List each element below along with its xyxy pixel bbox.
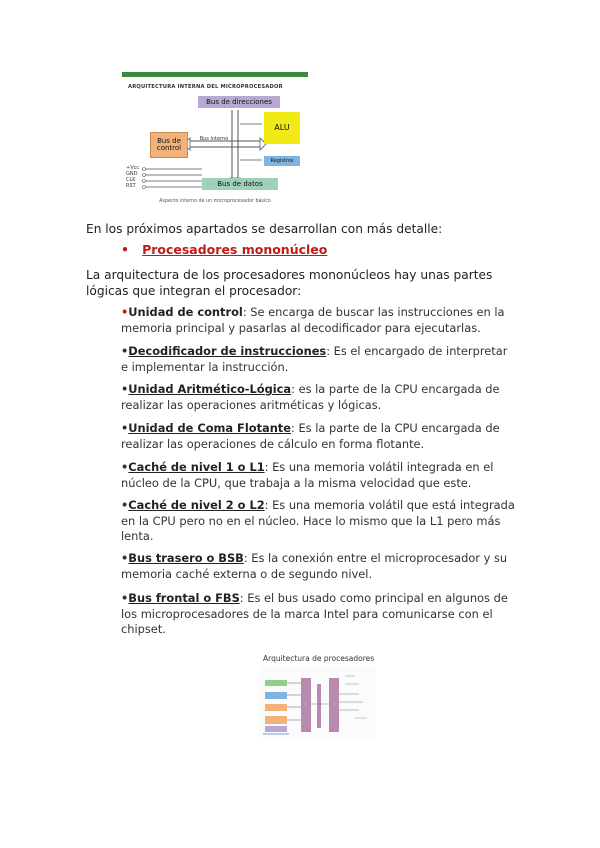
bullet: • <box>121 460 129 474</box>
bus-direcciones-box: Bus de direcciones <box>198 96 280 108</box>
term: Bus trasero o BSB <box>128 551 244 565</box>
figure-title: ARQUITECTURA INTERNA DEL MICROPROCESADOR <box>128 84 283 90</box>
list-item <box>121 460 516 491</box>
list-item <box>121 498 516 545</box>
intro-paragraph: La arquitectura de los procesadores mononúcleos hay unas partes lógicas que integran el procesador: <box>86 268 493 298</box>
term: Caché de nivel 1 o L1 <box>128 460 265 474</box>
processor-architecture-figure <box>259 654 381 738</box>
description: : es la parte de la CPU encargada de realizar las operaciones aritméticas y lógicas. <box>121 382 500 412</box>
bus-datos-box: Bus de datos <box>202 178 278 190</box>
list-item <box>121 551 516 582</box>
bullet: • <box>121 591 129 605</box>
description: : Se encarga de buscar las instrucciones en la memoria principal y pasarlas al decodificador para ejecutarlas. <box>121 305 505 335</box>
bullet: • <box>121 382 129 396</box>
description: : Es una memoria volátil integrada en el núcleo de la CPU, que trabaja a la misma velocidad que este. <box>121 460 494 490</box>
bullet: • <box>121 421 129 435</box>
microprocessor-architecture-figure <box>122 72 308 212</box>
subheading-label: Procesadores mononúcleo <box>142 242 328 257</box>
bullet: • <box>121 344 129 358</box>
pin-label: CLK <box>126 177 136 183</box>
intro-text: En los próximos apartados se desarrollan con más detalle: <box>86 222 443 236</box>
list-item <box>121 421 516 452</box>
description: : Es la conexión entre el microprocesador y su memoria caché externa o de segundo nivel. <box>121 551 508 581</box>
bullet: • <box>121 305 129 319</box>
bullet: • <box>121 551 129 565</box>
figure2-title: Arquitectura de procesadores <box>263 654 375 663</box>
pin-label: +Vcc <box>126 165 140 171</box>
list-item <box>121 382 516 413</box>
alu-box: ALU <box>264 112 300 144</box>
description: : Es la parte de la CPU encargada de realizar las operaciones de cálculo en forma flotante. <box>121 421 500 451</box>
pin-label: GND <box>126 171 138 177</box>
bullet: • <box>121 498 129 512</box>
term: Caché de nivel 2 o L2 <box>128 498 265 512</box>
list-item <box>121 305 516 336</box>
bus-interno-label: Bus interno <box>199 136 229 142</box>
term: Bus frontal o FBS <box>128 591 240 605</box>
bus-control-box: Bus de control <box>150 132 188 158</box>
figure2-diagram <box>259 654 381 738</box>
list-item <box>121 591 516 638</box>
term: Unidad de Coma Flotante <box>128 421 291 435</box>
term: Unidad de control <box>128 305 243 319</box>
section-subheading <box>121 242 327 257</box>
description: : Es el bus usado como principal en algunos de los microprocesadores de la marca Intel para comunicarse con el chipset. <box>121 591 508 636</box>
subheading-bullet: • <box>121 242 129 257</box>
list-item <box>121 344 516 375</box>
description: : Es una memoria volátil que está integrada en la CPU pero no en el núcleo. Hace lo mismo que la L1 pero más lenta. <box>121 498 515 543</box>
term: Decodificador de instrucciones <box>128 344 327 358</box>
term: Unidad Aritmético-Lógica <box>128 382 292 396</box>
description: : Es el encargado de interpretar e implementar la instrucción. <box>121 344 508 374</box>
pin-label: RST <box>126 183 136 189</box>
figure-caption: Aspecto interno de un microprocesador básico <box>159 199 271 204</box>
registros-box: Registros <box>264 156 300 166</box>
